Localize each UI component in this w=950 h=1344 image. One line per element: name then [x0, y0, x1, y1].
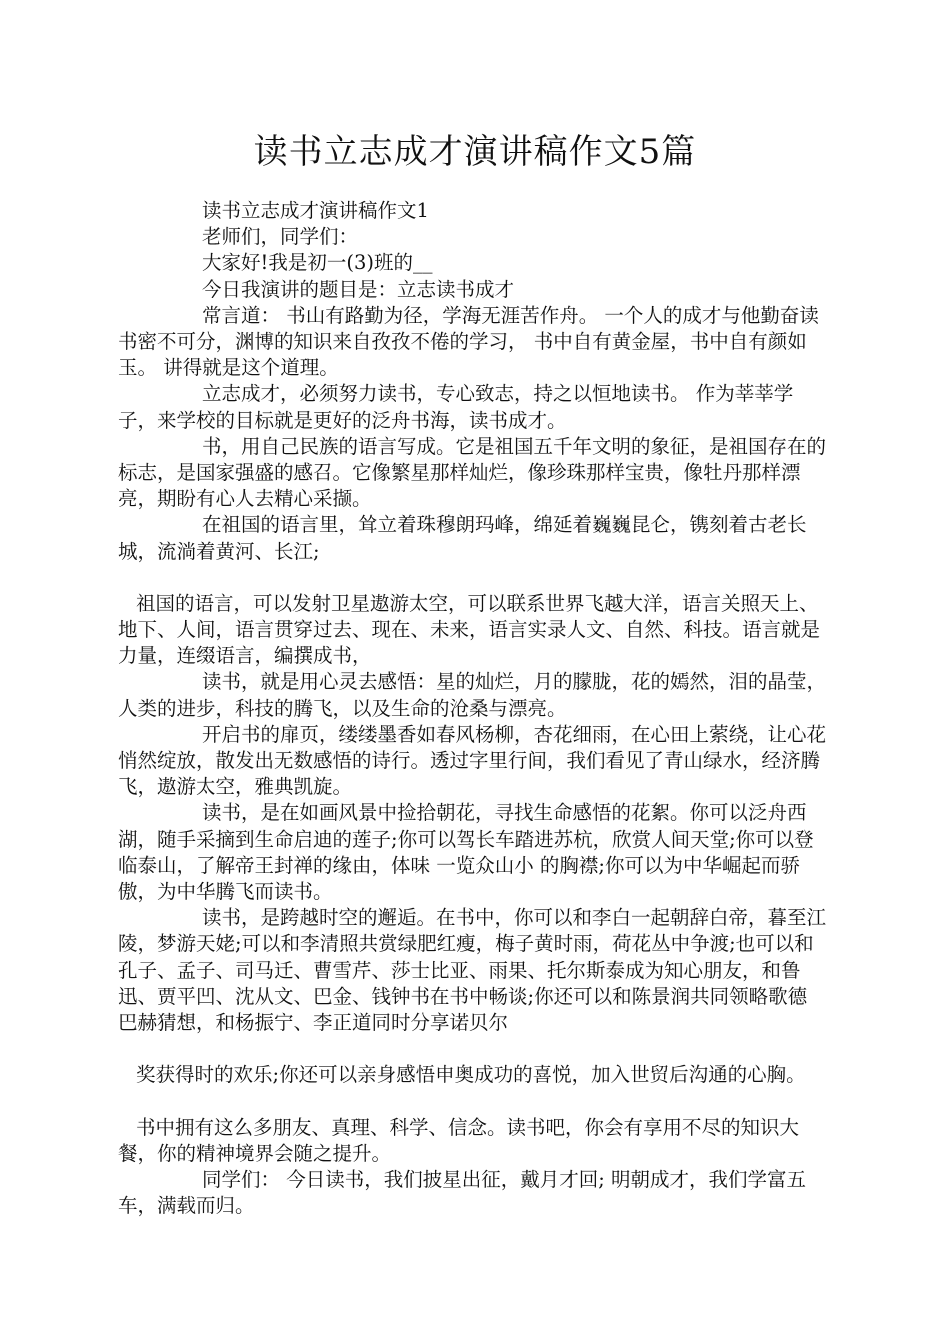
document-body [118, 198, 826, 1219]
paragraph: 开启书的扉页，缕缕墨香如春风杨柳，杏花细雨，在心田上萦绕，让心花悄然绽放，散发出无数感悟的诗行。透过字里行间，我们看见了青山绿水，经济腾飞，遨游太空，雅典凯旋。 [118, 722, 827, 799]
paragraph-topic: 今日我演讲的题目是：立志读书成才 [202, 277, 515, 301]
paragraph-intro: 大家好!我是初一(3)班的__ [202, 251, 433, 275]
paragraph: 读书，是在如画风景中捡拾朝花，寻找生命感悟的花絮。你可以泛舟西湖，随手采摘到生命启迪的莲子;你可以驾长车踏进苏杭，欣赏人间天堂;你可以登临泰山，了解帝王封禅的缘由，体味 一览众山小 的胸襟;你可以为中华崛起而骄傲，为中华腾飞而读书。 [118, 801, 814, 904]
paragraph-closing: 同学们： 今日读书，我们披星出征，戴月才回; 明朝成才，我们学富五车，满载而归。 [118, 1167, 806, 1218]
paragraph: 在祖国的语言里，耸立着珠穆朗玛峰，绵延着巍巍昆仑，镌刻着古老长城，流淌着黄河、长江; [118, 513, 807, 563]
paragraph: 书中拥有这么多朋友、真理、科学、信念。读书吧，你会有享用不尽的知识大餐，你的精神境界会随之提升。 [118, 1115, 800, 1165]
paragraph: 奖获得时的欢乐;你还可以亲身感悟申奥成功的喜悦，加入世贸后沟通的心胸。 [136, 1063, 806, 1087]
paragraph-subtitle: 读书立志成才演讲稿作文1 [202, 199, 429, 222]
document-title: 读书立志成才演讲稿作文5篇 [253, 132, 697, 172]
paragraph: 祖国的语言，可以发射卫星遨游太空，可以联系世界飞越大洋，语言关照天上、地下、人间，语言贯穿过去、现在、未来，语言实录人文、自然、科技。语言就是力量，连缀语言，编撰成书， [118, 591, 821, 668]
paragraph: 书，用自己民族的语言写成。它是祖国五千年文明的象征，是祖国存在的标志，是国家强盛的感召。它像繁星那样灿烂，像珍珠那样宝贵，像牡丹那样漂亮，期盼有心人去精心采撷。 [118, 434, 827, 511]
paragraph: 立志成才，必须努力读书，专心致志，持之以恒地读书。 作为莘莘学子，来学校的目标就是更好的泛舟书海，读书成才。 [118, 382, 794, 432]
paragraph: 常言道： 书山有路勤为径，学海无涯苦作舟。 一个人的成才与他勤奋读书密不可分，渊博的知识来自孜孜不倦的学习， 书中自有黄金屋，书中自有颜如玉。 讲得就是这个道理。 [118, 303, 819, 380]
paragraph-greeting: 老师们，同学们： [202, 225, 359, 249]
paragraph: 读书，是跨越时空的邂逅。在书中，你可以和李白一起朝辞白帝，暮至江陵，梦游天姥;可以和李清照共赏绿肥红瘦，梅子黄时雨，荷花丛中争渡;也可以和孔子、孟子、司马迁、曹雪芹、莎士比亚、雨果、托尔斯泰成为知心朋友，和鲁迅、贾平凹、沈从文、巴金、钱钟书在书中畅谈;你还可以和陈景润共同领略歌德巴赫猜想，和杨振宁、李正道同时分享诺贝尔 [118, 906, 827, 1035]
paragraph: 读书，就是用心灵去感悟：星的灿烂，月的朦胧，花的嫣然，泪的晶莹，人类的进步，科技的腾飞，以及生命的沧桑与漂亮。 [118, 670, 827, 720]
